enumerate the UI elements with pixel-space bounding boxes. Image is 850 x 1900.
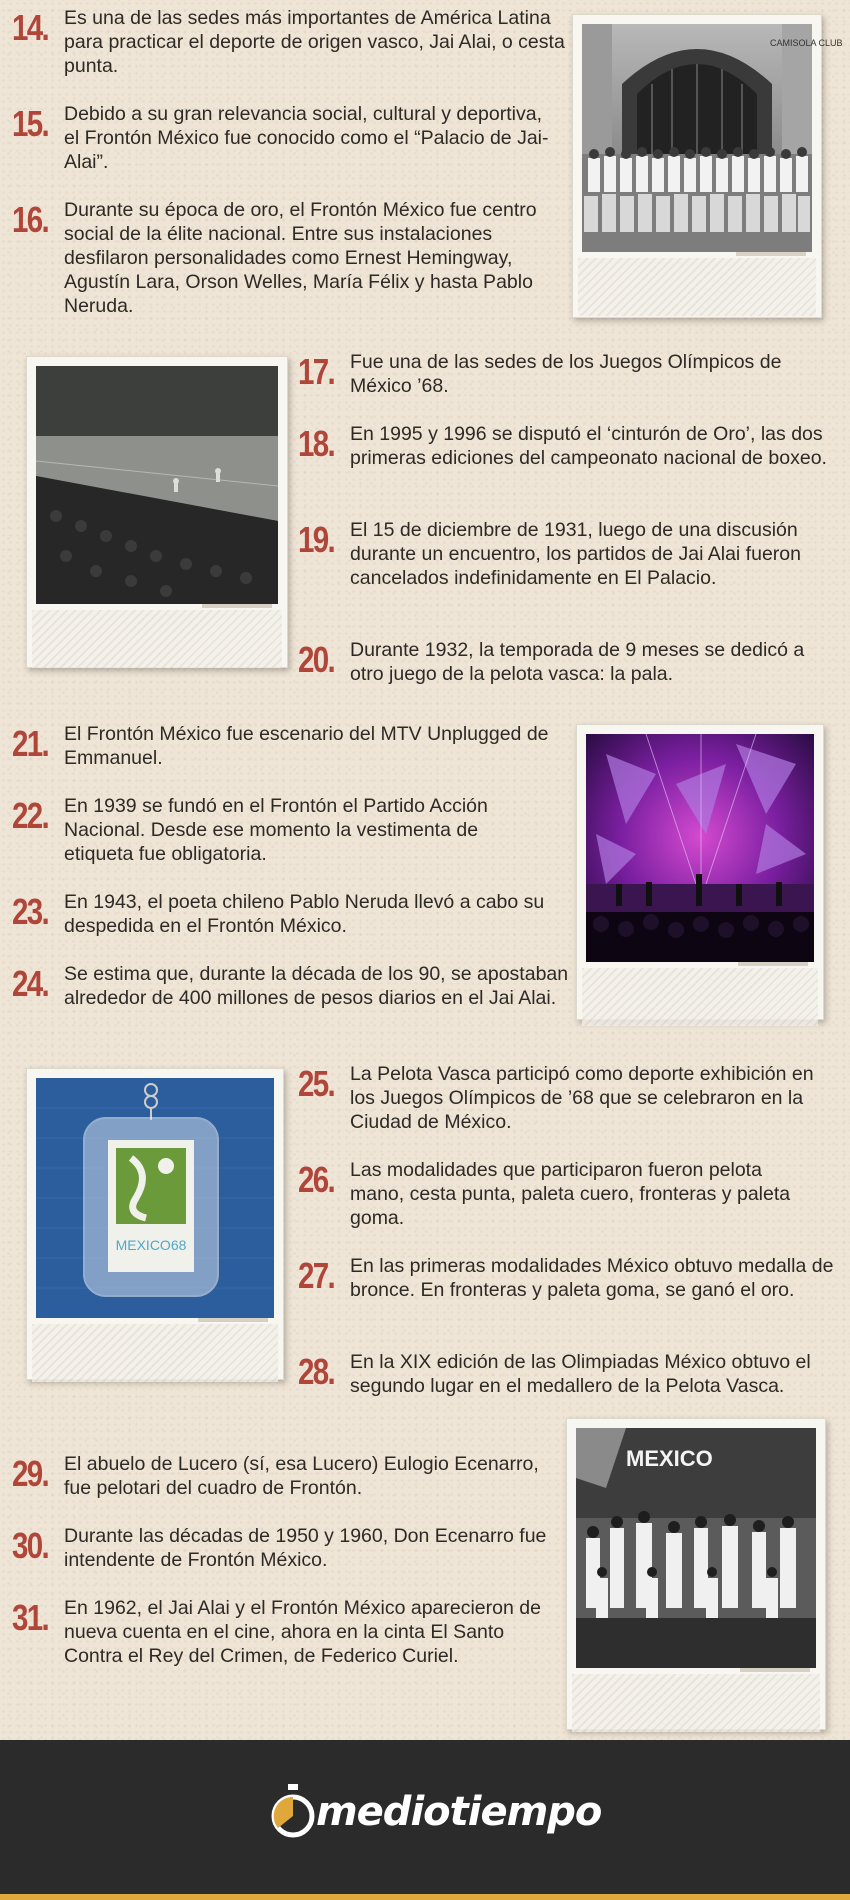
court-photo-graphic — [36, 366, 278, 604]
photo-fronton-team — [572, 14, 843, 318]
photo-mtv-unplugged — [576, 724, 824, 1020]
fact-20 — [298, 638, 818, 686]
fact-27 — [298, 1254, 848, 1302]
fact-number: 20. — [298, 639, 335, 680]
fact-text: En las primeras modalidades México obtuvo medalla de bronce. En fronteras y paleta goma, se ganó el oro. — [350, 1255, 834, 1301]
photo-image — [36, 1078, 274, 1318]
footer — [0, 1740, 850, 1900]
photo-caption-strip — [572, 1674, 820, 1732]
fact-number: 19. — [298, 519, 335, 560]
fact-text: En 1995 y 1996 se disputó el ‘cinturón de Oro’, las dos primeras ediciones del campeonato nacional de boxeo. — [350, 423, 827, 469]
fact-28 — [298, 1350, 843, 1398]
fact-number: 17. — [298, 351, 335, 392]
fact-text: En la XIX edición de las Olimpiadas México obtuvo el segundo lugar en el medallero de la Pelota Vasca. — [350, 1351, 811, 1397]
fact-18 — [298, 422, 843, 470]
fact-19 — [298, 518, 843, 590]
fact-text: El 15 de diciembre de 1931, luego de una discusión durante un encuentro, los partidos de Jai Alai fueron cancelados indefinidamente en El Palacio. — [350, 519, 801, 589]
fact-22 — [12, 794, 512, 866]
fact-number: 31. — [12, 1597, 49, 1638]
photo-image — [582, 24, 843, 252]
fact-24 — [12, 962, 572, 1010]
fact-text: Las modalidades que participaron fueron pelota mano, cesta punta, paleta cuero, fronteras y paleta goma. — [350, 1159, 791, 1229]
photo-caption-strip — [582, 968, 818, 1026]
fact-text: Se estima que, durante la década de los 90, se apostaban alrededor de 400 millones de pesos diarios en el Jai Alai. — [64, 963, 569, 1009]
mexico-team-photo-graphic — [576, 1428, 816, 1668]
fact-25 — [298, 1062, 843, 1134]
fact-text: Durante las décadas de 1950 y 1960, Don Ecenarro fue intendente de Frontón México. — [64, 1525, 547, 1571]
fact-number: 16. — [12, 199, 49, 240]
fact-text: La Pelota Vasca participó como deporte exhibición en los Juegos Olímpicos de ’68 que se celebraron en la Ciudad de México. — [350, 1063, 814, 1133]
fact-number: 24. — [12, 963, 49, 1004]
fact-number: 30. — [12, 1525, 49, 1566]
fact-number: 18. — [298, 423, 335, 464]
fact-31 — [12, 1596, 552, 1668]
fact-text: En 1962, el Jai Alai y el Frontón México aparecieron de nueva cuenta en el cine, ahora en la cinta El Santo Contra el Rey del Crimen, de Federico Curiel. — [64, 1597, 541, 1667]
photo-keychain — [26, 1068, 284, 1380]
fact-17 — [298, 350, 838, 398]
footer-accent-bar — [0, 1894, 850, 1900]
fact-number: 28. — [298, 1351, 335, 1392]
fact-text: Es una de las sedes más importantes de América Latina para practicar el deporte de origen vasco, Jai Alai, o cesta punta. — [64, 7, 565, 77]
fact-15 — [12, 102, 557, 174]
fact-number: 27. — [298, 1255, 335, 1296]
fact-number: 22. — [12, 795, 49, 836]
fact-number: 23. — [12, 891, 49, 932]
fact-text: Fue una de las sedes de los Juegos Olímpicos de México ’68. — [350, 351, 782, 397]
fact-text: En 1939 se fundó en el Frontón el Partido Acción Nacional. Desde ese momento la vestimenta de etiqueta fue obligatoria. — [64, 795, 488, 865]
fact-29 — [12, 1452, 562, 1500]
fact-16 — [12, 198, 567, 318]
keychain-text: MEXICO68 — [115, 1237, 187, 1253]
fact-text: Durante su época de oro, el Frontón México fue centro social de la élite nacional. Entre sus instalaciones desfilaron personalidades como Ernest Hemingway, Agustín Lara, Orson Welles, María Félix y hasta Pablo Neruda. — [64, 199, 537, 317]
photo-sign-text: MEXICO — [626, 1446, 713, 1471]
photo-image — [36, 366, 278, 604]
fact-number: 25. — [298, 1063, 335, 1104]
concert-photo-graphic — [586, 734, 814, 962]
photo-fronton-court — [26, 356, 288, 668]
logo-text: mediotiempo — [316, 1789, 602, 1835]
fact-number: 29. — [12, 1453, 49, 1494]
fact-14 — [12, 6, 567, 78]
keychain-photo-graphic — [36, 1078, 274, 1318]
photo-mexico-team — [566, 1418, 826, 1730]
photo-image — [586, 734, 814, 962]
fact-26 — [298, 1158, 798, 1230]
fact-text: El abuelo de Lucero (sí, esa Lucero) Eulogio Ecenarro, fue pelotari del cuadro de Frontón. — [64, 1453, 539, 1499]
fact-30 — [12, 1524, 552, 1572]
fact-23 — [12, 890, 557, 938]
fact-number: 26. — [298, 1159, 335, 1200]
mediotiempo-logo[interactable] — [270, 1782, 601, 1842]
fact-number: 14. — [12, 7, 49, 48]
fact-21 — [12, 722, 567, 770]
photo-caption-strip — [32, 1324, 278, 1382]
stopwatch-icon — [270, 1782, 316, 1842]
fact-text: Debido a su gran relevancia social, cultural y deportiva, el Frontón México fue conocido como el “Palacio de Jai-Alai”. — [64, 103, 549, 173]
photo-caption-strip — [32, 610, 282, 668]
team-photo-graphic — [582, 24, 843, 252]
photo-caption-strip — [578, 258, 816, 316]
fact-text: Durante 1932, la temporada de 9 meses se dedicó a otro juego de la pelota vasca: la pala. — [350, 639, 805, 685]
fact-text: En 1943, el poeta chileno Pablo Neruda llevó a cabo su despedida en el Frontón México. — [64, 891, 545, 937]
fact-text: El Frontón México fue escenario del MTV Unplugged de Emmanuel. — [64, 723, 549, 769]
fact-number: 15. — [12, 103, 49, 144]
photo-sign-text: CAMISOLA CLUB — [770, 38, 843, 48]
fact-number: 21. — [12, 723, 49, 764]
photo-image — [576, 1428, 816, 1668]
